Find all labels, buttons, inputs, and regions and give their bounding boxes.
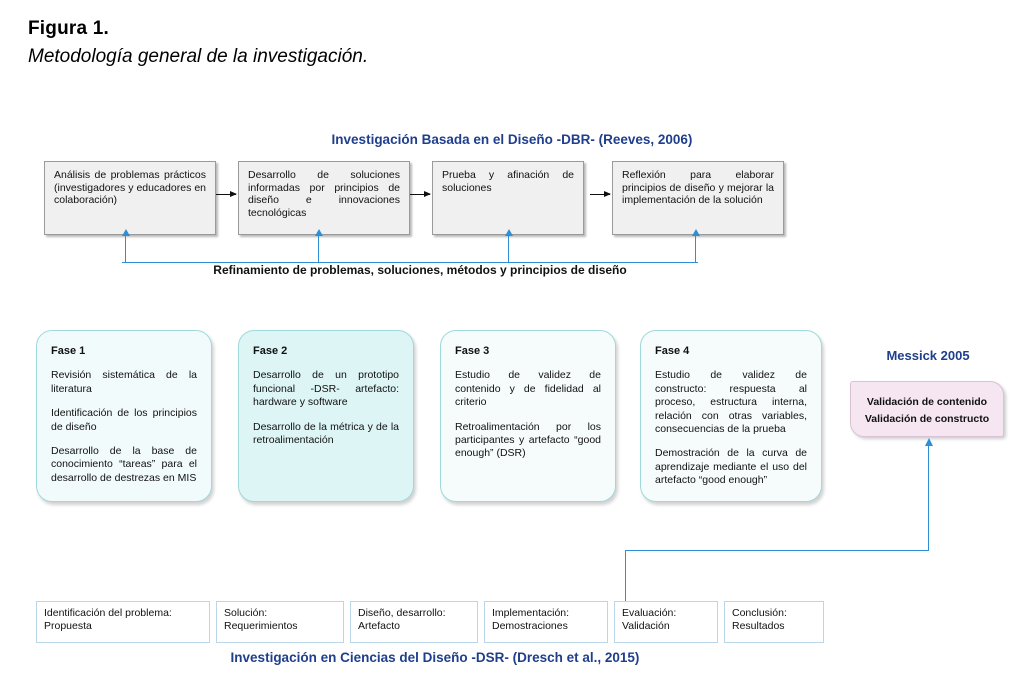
phase-card-text: Retroalimentación por los participantes y artefacto “good enough” (DSR) — [455, 420, 601, 460]
phase-card-title: Fase 1 — [51, 345, 86, 357]
feedback-arrow-up-icon — [695, 236, 696, 262]
arrow-right-icon — [590, 194, 610, 195]
phase-card-text: Desarrollo de la base de conocimiento “tareas” para el desarrollo de destrezas en MIS — [51, 445, 197, 484]
figure-subtitle: Metodología general de la investigación. — [28, 46, 369, 67]
phase-card-text: Estudio de validez de constructo: respuesta al proceso, estructura interna, relación con otras variables, consecuencias de la prueba — [655, 369, 807, 436]
messick-item: Validación de contenido — [866, 396, 988, 408]
dbr-stage-box: Prueba y afinación de soluciones — [432, 161, 584, 235]
phase-card — [440, 330, 616, 502]
feedback-arrow-up-icon — [125, 236, 126, 262]
dbr-stage-box: Reflexión para elaborar principios de diseño y mejorar la implementación de la solución — [612, 161, 784, 235]
phase-card-text: Demostración de la curva de aprendizaje mediante el uso del artefacto “good enough” — [655, 447, 807, 487]
messick-item: Validación de constructo — [864, 413, 990, 425]
evaluation-to-messick-connector — [625, 446, 931, 601]
phase-card — [238, 330, 414, 502]
dsr-stage-box: Conclusión: Resultados — [724, 601, 824, 643]
dbr-feedback-loop — [122, 236, 698, 266]
phase-card-title: Fase 4 — [655, 345, 690, 357]
dbr-section-heading: Investigación Basada en el Diseño -DBR- (Reeves, 2006) — [331, 132, 693, 147]
messick-heading: Messick 2005 — [886, 348, 970, 363]
messick-box — [850, 381, 1004, 437]
dbr-stage-box: Análisis de problemas prácticos (investigadores y educadores en colaboración) — [44, 161, 216, 235]
phase-card-text: Desarrollo de un prototipo funcional -DSR- artefacto: hardware y software — [253, 369, 399, 409]
feedback-arrow-up-icon — [318, 236, 319, 262]
dsr-stage-box: Solución: Requerimientos — [216, 601, 344, 643]
feedback-arrow-up-icon — [508, 236, 509, 262]
arrow-right-icon — [216, 194, 236, 195]
figure-title: Figura 1. — [28, 18, 109, 39]
connector-segment-horizontal — [625, 550, 929, 551]
dbr-feedback-label: Refinamiento de problemas, soluciones, métodos y principios de diseño — [213, 263, 627, 277]
connector-arrow-up-icon — [928, 446, 929, 550]
phase-card-text: Identificación de los principios de diseño — [51, 407, 197, 433]
dsr-stage-row — [36, 601, 796, 643]
connector-segment-vertical — [625, 550, 626, 601]
dsr-stage-box: Diseño, desarrollo: Artefacto — [350, 601, 478, 643]
phase-card-text: Desarrollo de la métrica y de la retroalimentación — [253, 420, 399, 447]
dsr-stage-box: Evaluación: Validación — [614, 601, 718, 643]
phase-card-text: Revisión sistemática de la literatura — [51, 369, 197, 395]
arrow-right-icon — [410, 194, 430, 195]
dsr-stage-box: Implementación: Demostraciones — [484, 601, 608, 643]
phase-card-title: Fase 3 — [455, 345, 490, 357]
dbr-stage-row — [44, 161, 784, 235]
dsr-stage-box: Identificación del problema: Propuesta — [36, 601, 210, 643]
phase-card — [36, 330, 212, 502]
phase-card-text: Estudio de validez de contenido y de fidelidad al criterio — [455, 369, 601, 409]
dsr-section-heading: Investigación en Ciencias del Diseño -DSR- (Dresch et al., 2015) — [230, 650, 640, 665]
phase-card-title: Fase 2 — [253, 345, 288, 357]
dbr-stage-box: Desarrollo de soluciones informadas por principios de diseño e innovaciones tecnológicas — [238, 161, 410, 235]
